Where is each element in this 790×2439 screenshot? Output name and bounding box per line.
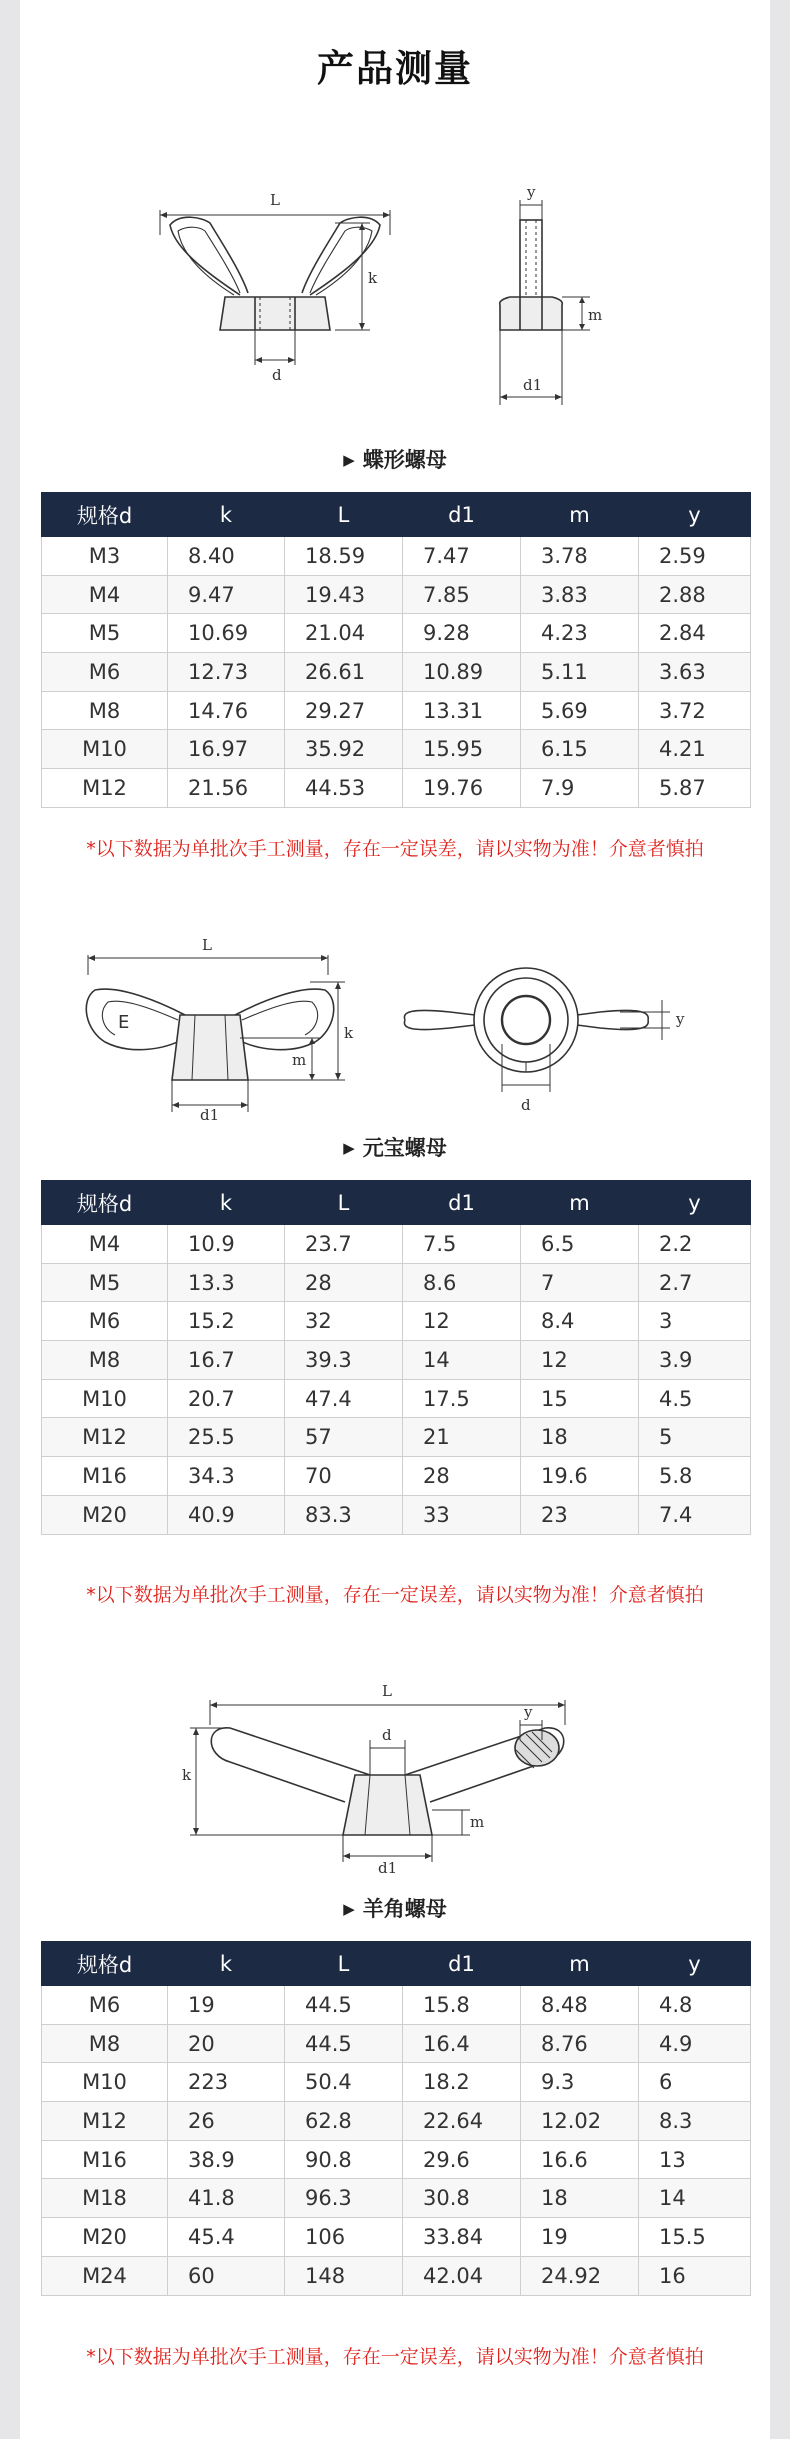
table-cell: 3.63 — [639, 653, 751, 692]
table-cell: 28 — [285, 1263, 403, 1302]
table-cell: 20 — [168, 2024, 285, 2063]
col-header-m: m — [521, 1942, 639, 1986]
spec-table-wing-nut — [41, 492, 751, 808]
table-cell: 12.73 — [168, 653, 285, 692]
table-cell: 19 — [168, 1986, 285, 2025]
table-cell: M8 — [42, 1341, 168, 1380]
table-cell: M20 — [42, 1495, 168, 1534]
dim-label-y: y — [524, 1703, 533, 1721]
table-cell: 12 — [521, 1341, 639, 1380]
table-cell: M12 — [42, 2102, 168, 2141]
horn-nut-diagram — [170, 1670, 620, 1875]
table-cell: 4.8 — [639, 1986, 751, 2025]
yuanbao-nut-diagram — [80, 920, 720, 1120]
table-cell: 10.69 — [168, 614, 285, 653]
table-cell: 4.21 — [639, 730, 751, 769]
table-cell: 19.76 — [403, 769, 521, 808]
dim-label-m: m — [292, 1051, 307, 1069]
table-row — [42, 1302, 751, 1341]
table-cell: 6.5 — [521, 1225, 639, 1264]
table-row — [42, 1986, 751, 2025]
table-cell: M10 — [42, 1379, 168, 1418]
col-header-L: L — [285, 1181, 403, 1225]
table-cell: 29.6 — [403, 2140, 521, 2179]
section-heading-horn-nut: ▶ 羊角螺母 — [343, 1897, 447, 1921]
table-cell: 2.7 — [639, 1263, 751, 1302]
table-cell: 39.3 — [285, 1341, 403, 1380]
table-cell: M8 — [42, 691, 168, 730]
table-row — [42, 1341, 751, 1380]
table-cell: 28 — [403, 1457, 521, 1496]
table-cell: 17.5 — [403, 1379, 521, 1418]
table-row — [42, 1457, 751, 1496]
table-cell: 20.7 — [168, 1379, 285, 1418]
table-row — [42, 575, 751, 614]
table-row — [42, 1225, 751, 1264]
table-cell: 2.84 — [639, 614, 751, 653]
table-cell: M12 — [42, 769, 168, 808]
table-cell: 90.8 — [285, 2140, 403, 2179]
table-row — [42, 2102, 751, 2141]
measurement-disclaimer: *以下数据为单批次手工测量，存在一定误差，请以实物为准！介意者慎拍 — [86, 1584, 704, 1606]
col-header-size: 规格d — [42, 1942, 168, 1986]
table-row — [42, 2063, 751, 2102]
col-header-k: k — [168, 493, 285, 537]
table-cell: 16 — [639, 2256, 751, 2295]
dim-label-d: d — [272, 366, 282, 384]
dim-label-m: m — [588, 306, 603, 324]
table-cell: 19.6 — [521, 1457, 639, 1496]
table-cell: M10 — [42, 730, 168, 769]
table-cell: 60 — [168, 2256, 285, 2295]
table-cell: 42.04 — [403, 2256, 521, 2295]
col-header-y: y — [639, 1942, 751, 1986]
table-cell: 5.87 — [639, 769, 751, 808]
table-cell: 16.97 — [168, 730, 285, 769]
table-row — [42, 1263, 751, 1302]
table-cell: 9.47 — [168, 575, 285, 614]
table-cell: 12.02 — [521, 2102, 639, 2141]
dim-label-d: d — [521, 1096, 531, 1114]
table-cell: 29.27 — [285, 691, 403, 730]
col-header-d1: d1 — [403, 1942, 521, 1986]
table-cell: 33 — [403, 1495, 521, 1534]
table-row — [42, 2256, 751, 2295]
table-cell: 8.3 — [639, 2102, 751, 2141]
table-row — [42, 2218, 751, 2257]
col-header-k: k — [168, 1181, 285, 1225]
spec-table-yuanbao-nut — [41, 1180, 751, 1535]
table-cell: 6.15 — [521, 730, 639, 769]
dim-label-y: y — [527, 183, 536, 201]
table-cell: 14.76 — [168, 691, 285, 730]
table-cell: M20 — [42, 2218, 168, 2257]
col-header-m: m — [521, 1181, 639, 1225]
table-cell: M3 — [42, 537, 168, 576]
table-cell: 18.2 — [403, 2063, 521, 2102]
measurement-disclaimer: *以下数据为单批次手工测量，存在一定误差，请以实物为准！介意者慎拍 — [86, 838, 704, 860]
col-header-L: L — [285, 493, 403, 537]
table-cell: 223 — [168, 2063, 285, 2102]
table-row — [42, 769, 751, 808]
table-cell: 8.6 — [403, 1263, 521, 1302]
table-cell: 57 — [285, 1418, 403, 1457]
dim-label-d: d — [382, 1726, 392, 1744]
table-cell: 2.88 — [639, 575, 751, 614]
col-header-size: 规格d — [42, 493, 168, 537]
table-cell: 25.5 — [168, 1418, 285, 1457]
table-row — [42, 537, 751, 576]
table-cell: 12 — [403, 1302, 521, 1341]
table-cell: M16 — [42, 1457, 168, 1496]
table-cell: 4.23 — [521, 614, 639, 653]
table-row — [42, 1418, 751, 1457]
table-row — [42, 614, 751, 653]
page-frame-left — [0, 0, 20, 2439]
table-row — [42, 730, 751, 769]
table-cell: 30.8 — [403, 2179, 521, 2218]
table-cell: 3.9 — [639, 1341, 751, 1380]
table-cell: M16 — [42, 2140, 168, 2179]
table-cell: 35.92 — [285, 730, 403, 769]
col-header-d1: d1 — [403, 1181, 521, 1225]
table-cell: 5.11 — [521, 653, 639, 692]
measurement-disclaimer: *以下数据为单批次手工测量，存在一定误差，请以实物为准！介意者慎拍 — [86, 2346, 704, 2368]
table-cell: 3.72 — [639, 691, 751, 730]
table-header-row — [42, 1181, 751, 1225]
col-header-m: m — [521, 493, 639, 537]
col-header-d1: d1 — [403, 493, 521, 537]
table-cell: 19.43 — [285, 575, 403, 614]
table-cell: 3 — [639, 1302, 751, 1341]
table-header-row — [42, 1942, 751, 1986]
table-cell: 16.6 — [521, 2140, 639, 2179]
play-arrow-icon: ▶ — [343, 1139, 355, 1157]
table-cell: M18 — [42, 2179, 168, 2218]
table-row — [42, 1495, 751, 1534]
table-cell: 8.76 — [521, 2024, 639, 2063]
table-cell: 21.04 — [285, 614, 403, 653]
table-cell: M4 — [42, 1225, 168, 1264]
table-cell: 4.5 — [639, 1379, 751, 1418]
table-cell: 7.4 — [639, 1495, 751, 1534]
table-cell: 62.8 — [285, 2102, 403, 2141]
dim-label-y: y — [676, 1010, 685, 1028]
table-cell: 3.83 — [521, 575, 639, 614]
table-cell: 34.3 — [168, 1457, 285, 1496]
table-cell: 15.5 — [639, 2218, 751, 2257]
table-cell: 26 — [168, 2102, 285, 2141]
dim-label-d1: d1 — [200, 1106, 220, 1120]
table-cell: 2.59 — [639, 537, 751, 576]
table-cell: 15.2 — [168, 1302, 285, 1341]
table-cell: 15.95 — [403, 730, 521, 769]
table-cell: 45.4 — [168, 2218, 285, 2257]
table-cell: 16.7 — [168, 1341, 285, 1380]
table-cell: 13 — [639, 2140, 751, 2179]
dim-label-E: E — [118, 1012, 130, 1033]
dim-label-m: m — [470, 1813, 485, 1831]
table-cell: 2.2 — [639, 1225, 751, 1264]
table-cell: 5.69 — [521, 691, 639, 730]
table-cell: 8.40 — [168, 537, 285, 576]
table-cell: 23 — [521, 1495, 639, 1534]
table-cell: 21.56 — [168, 769, 285, 808]
dim-label-L: L — [202, 936, 212, 954]
dim-label-k: k — [368, 269, 378, 287]
spec-table-horn-nut — [41, 1941, 751, 2296]
table-row — [42, 2024, 751, 2063]
table-cell: 24.92 — [521, 2256, 639, 2295]
table-row — [42, 691, 751, 730]
table-cell: 47.4 — [285, 1379, 403, 1418]
table-cell: 7 — [521, 1263, 639, 1302]
table-cell: 26.61 — [285, 653, 403, 692]
table-cell: M10 — [42, 2063, 168, 2102]
table-cell: 70 — [285, 1457, 403, 1496]
dim-label-k: k — [344, 1024, 354, 1042]
table-cell: 19 — [521, 2218, 639, 2257]
page-frame-right — [770, 0, 790, 2439]
table-row — [42, 1379, 751, 1418]
table-cell: 38.9 — [168, 2140, 285, 2179]
table-header-row — [42, 493, 751, 537]
table-cell: 13.31 — [403, 691, 521, 730]
table-cell: 8.48 — [521, 1986, 639, 2025]
table-cell: M24 — [42, 2256, 168, 2295]
table-cell: 15 — [521, 1379, 639, 1418]
table-cell: M12 — [42, 1418, 168, 1457]
table-cell: 44.5 — [285, 1986, 403, 2025]
table-cell: M5 — [42, 1263, 168, 1302]
col-header-y: y — [639, 1181, 751, 1225]
table-cell: 18 — [521, 1418, 639, 1457]
table-cell: 7.9 — [521, 769, 639, 808]
table-cell: M4 — [42, 575, 168, 614]
play-arrow-icon: ▶ — [343, 1900, 355, 1918]
table-cell: 7.47 — [403, 537, 521, 576]
table-cell: 106 — [285, 2218, 403, 2257]
table-cell: 10.89 — [403, 653, 521, 692]
table-cell: 8.4 — [521, 1302, 639, 1341]
table-cell: 9.28 — [403, 614, 521, 653]
table-cell: 18.59 — [285, 537, 403, 576]
col-header-k: k — [168, 1942, 285, 1986]
table-cell: 23.7 — [285, 1225, 403, 1264]
table-row — [42, 2140, 751, 2179]
table-cell: 7.85 — [403, 575, 521, 614]
section-heading-yuanbao-nut: ▶ 元宝螺母 — [343, 1136, 447, 1160]
table-cell: 44.53 — [285, 769, 403, 808]
table-cell: 41.8 — [168, 2179, 285, 2218]
table-cell: M8 — [42, 2024, 168, 2063]
table-cell: M5 — [42, 614, 168, 653]
table-cell: 9.3 — [521, 2063, 639, 2102]
table-row — [42, 2179, 751, 2218]
table-cell: 13.3 — [168, 1263, 285, 1302]
page-title: 产品测量 — [317, 47, 473, 90]
table-cell: 44.5 — [285, 2024, 403, 2063]
table-cell: 5 — [639, 1418, 751, 1457]
table-cell: 15.8 — [403, 1986, 521, 2025]
table-cell: 3.78 — [521, 537, 639, 576]
table-cell: 40.9 — [168, 1495, 285, 1534]
table-row — [42, 653, 751, 692]
col-header-y: y — [639, 493, 751, 537]
table-cell: 10.9 — [168, 1225, 285, 1264]
table-cell: 148 — [285, 2256, 403, 2295]
table-cell: 83.3 — [285, 1495, 403, 1534]
dim-label-d1: d1 — [378, 1859, 398, 1875]
table-cell: 16.4 — [403, 2024, 521, 2063]
dim-label-k: k — [182, 1766, 192, 1784]
dim-label-L: L — [382, 1682, 392, 1700]
table-cell: 7.5 — [403, 1225, 521, 1264]
table-cell: 6 — [639, 2063, 751, 2102]
table-cell: 14 — [403, 1341, 521, 1380]
table-cell: 50.4 — [285, 2063, 403, 2102]
table-cell: 32 — [285, 1302, 403, 1341]
table-cell: 33.84 — [403, 2218, 521, 2257]
table-cell: 22.64 — [403, 2102, 521, 2141]
table-cell: 21 — [403, 1418, 521, 1457]
dim-label-L: L — [270, 191, 280, 209]
table-cell: 14 — [639, 2179, 751, 2218]
wing-nut-diagram — [130, 165, 650, 415]
product-measurement-page — [20, 0, 770, 2439]
col-header-size: 规格d — [42, 1181, 168, 1225]
dim-label-d1: d1 — [523, 376, 543, 394]
table-cell: M6 — [42, 1302, 168, 1341]
table-cell: 4.9 — [639, 2024, 751, 2063]
table-cell: 18 — [521, 2179, 639, 2218]
table-cell: M6 — [42, 653, 168, 692]
table-cell: 5.8 — [639, 1457, 751, 1496]
section-heading-wing-nut: ▶ 蝶形螺母 — [343, 448, 447, 472]
table-cell: M6 — [42, 1986, 168, 2025]
table-cell: 96.3 — [285, 2179, 403, 2218]
col-header-L: L — [285, 1942, 403, 1986]
play-arrow-icon: ▶ — [343, 451, 355, 469]
